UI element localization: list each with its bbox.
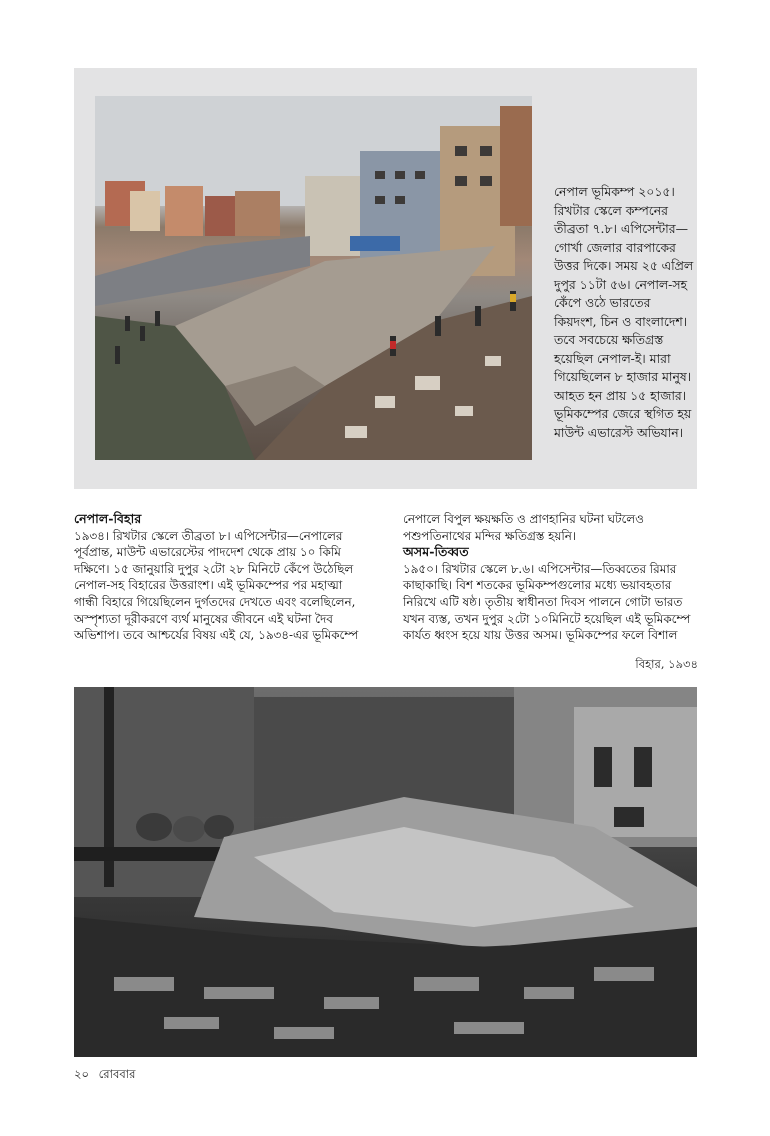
page-footer [74, 1066, 141, 1085]
article-column-left [74, 511, 369, 644]
bihar-photo-caption: বিহার, ১৯৩৪ [635, 657, 698, 671]
nepal-rubble-illustration [95, 96, 532, 460]
bihar-1934-photo [74, 687, 697, 1057]
heading-nepal-bihar: নেপাল-বিহার [74, 511, 142, 526]
feature-box [74, 68, 697, 489]
publication-name: রোববার [98, 1067, 136, 1081]
bihar-rubble-illustration [74, 687, 697, 1057]
body-assam-tibet: ১৯৫০। রিখটার স্কেলে ৮.৬। এপিসেন্টার—তিব্বতের রিমার কাছাকাছি। বিশ শতকের ভূমিকম্পগুলোর মধ্যে ভয়াবহতার নিরিখে এটি ষষ্ঠ। তৃতীয় স্বাধীনতা দিবস পালনে গোটা ভারত যখন ব্যস্ত, তখন দুপুর ২টো ১০মিনিটে হয়েছিল এই ভূমিকম্পে কার্যত ধ্বংস হয়ে যায় উত্তর অসম। ভূমিকম্পের ফলে বিশাল [403, 561, 691, 643]
nepal-earthquake-photo [95, 96, 532, 460]
article-column-right [403, 511, 699, 644]
body-continued: নেপালে বিপুল ক্ষয়ক্ষতি ও প্রাণহানির ঘটনা ঘটলেও পশুপতিনাথের মন্দির ক্ষতিগ্রস্ত হয়নি। [403, 512, 644, 543]
page-number: ২০ [74, 1067, 89, 1081]
body-nepal-bihar: ১৯৩৪। রিখটার স্কেলে তীব্রতা ৮। এপিসেন্টার—নেপালের পূর্বপ্রান্ত, মাউন্ট এভারেস্টের পাদদেশ থেকে প্রায় ১০ কিমি দক্ষিণে। ১৫ জানুয়ারি দুপুর ২টো ২৮ মিনিটে কেঁপে উঠেছিল নেপাল-সহ বিহারের উত্তরাংশ। এই ভূমিকম্পের পর মহাত্মা গান্ধী বিহারে গিয়েছিলেন দুর্গতদের দেখতে এবং বলেছিলেন, অস্পৃশ্যতা দূরীকরণে ব্যর্থ মানুষের জীবনে এই ঘটনা দৈব অভিশাপ। তবে আশ্চর্যের বিষয় এই যে, ১৯৩৪-এর ভূমিকম্পে [74, 528, 359, 643]
nepal-photo-caption: নেপাল ভূমিকম্প ২০১৫। রিখটার স্কেলে কম্পনের তীব্রতা ৭.৮। এপিসেন্টার—গোর্খা জেলার বারপাকের উত্তর দিকে। সময় ২৫ এপ্রিল দুপুর ১১টা ৫৬। নেপাল-সহ কেঁপে ওঠে ভারতের কিয়দংশ, চিন ও বাংলাদেশ। তবে সবচেয়ে ক্ষতিগ্রস্ত হয়েছিল নেপাল-ই। মারা গিয়েছিলেন ৮ হাজার মানুষ। আহত হন প্রায় ১৫ হাজার। ভূমিকম্পের জেরে স্থগিত হয় মাউন্ট এভারেস্ট অভিযান। [554, 184, 694, 440]
heading-assam-tibet: অসম-তিব্বত [403, 544, 469, 560]
